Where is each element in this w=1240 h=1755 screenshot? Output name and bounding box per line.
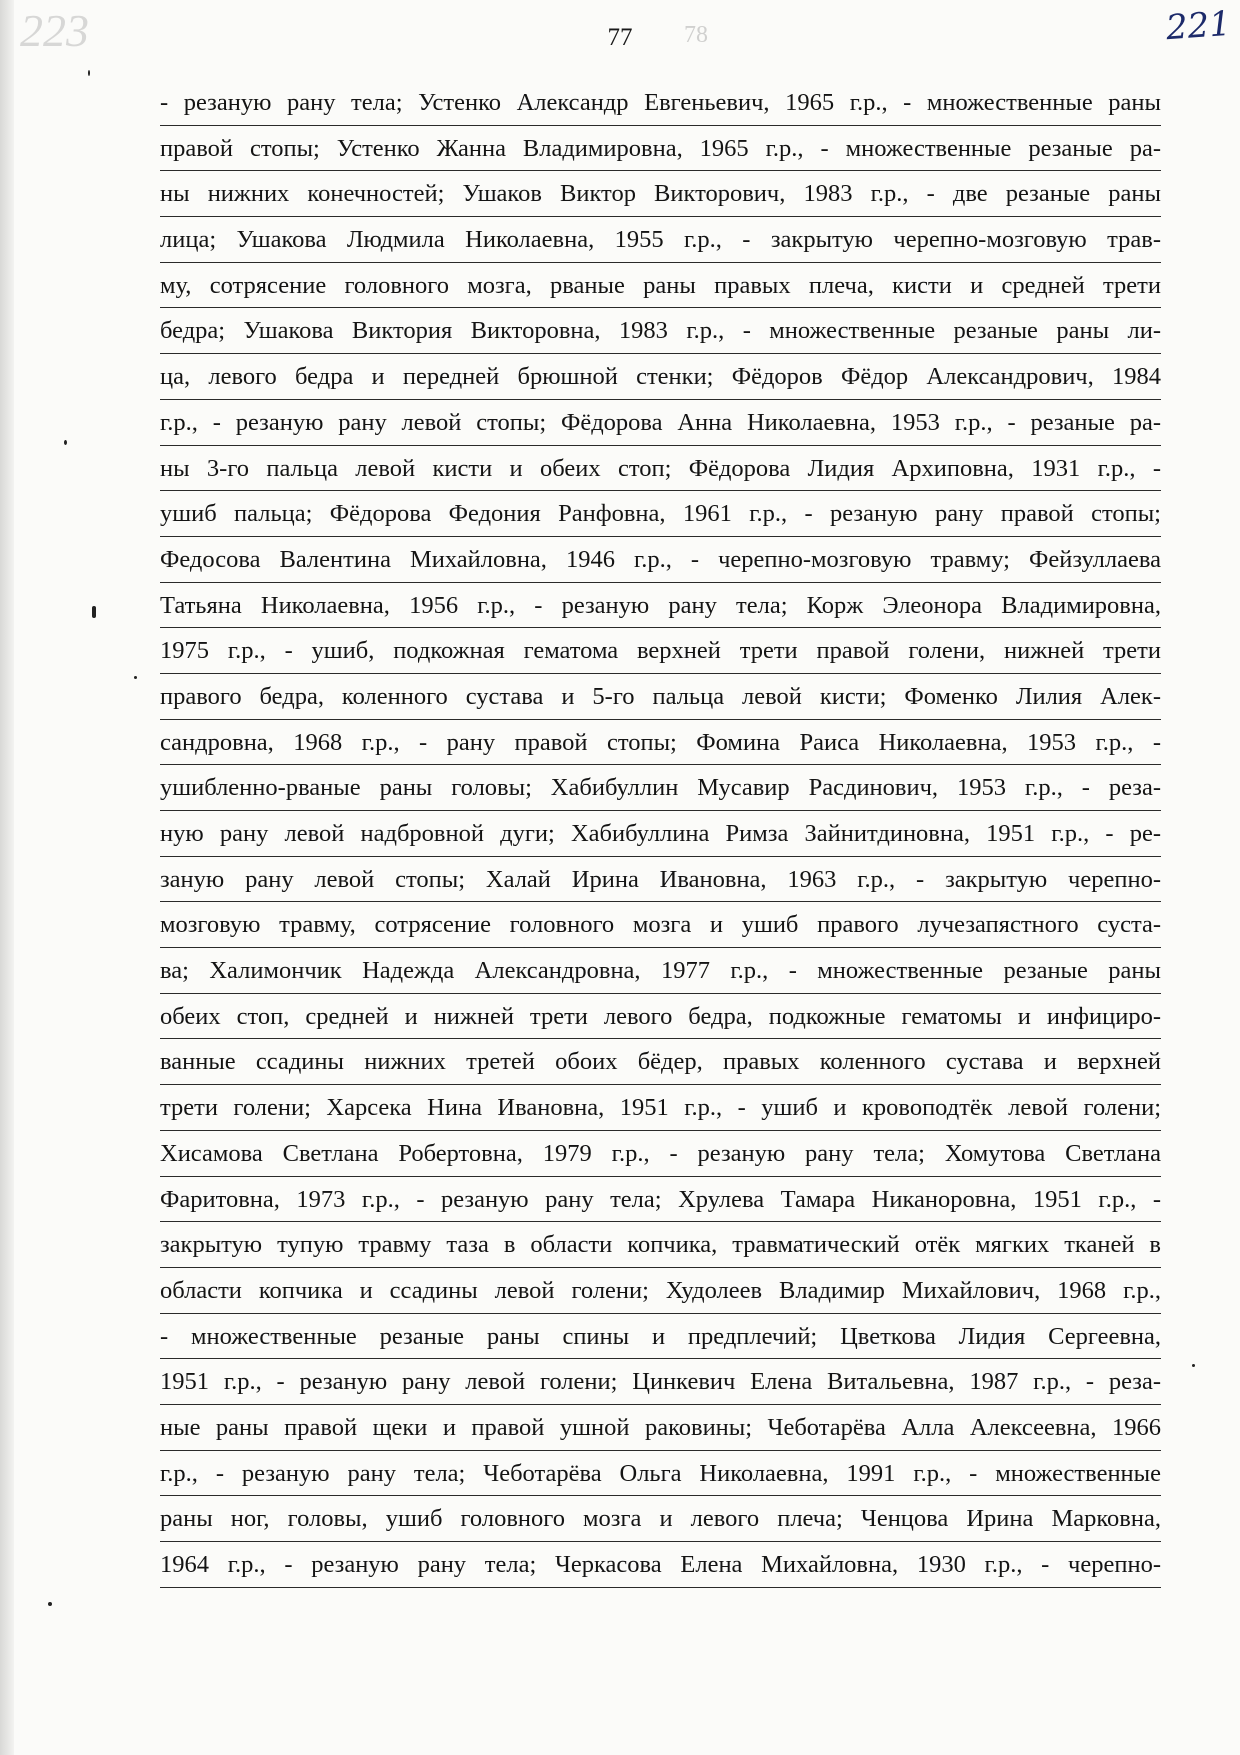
scan-edge-shadow	[0, 0, 14, 1755]
bleed-through-left	[78, 72, 170, 1632]
text-line: Фаритовна, 1973 г.р., - резаную рану тела; Хрулева Тамара Никаноровна, 1951 г.р., -	[160, 1177, 1161, 1223]
scan-speck	[48, 1602, 52, 1606]
text-line: трети голени; Харсека Нина Ивановна, 1951 г.р., - ушиб и кровоподтёк левой голени;	[160, 1085, 1161, 1131]
text-line: ва; Халимончик Надежда Александровна, 1977 г.р., - множественные резаные раны	[160, 948, 1161, 994]
text-line: г.р., - резаную рану тела; Чеботарёва Ольга Николаевна, 1991 г.р., - множественные	[160, 1451, 1161, 1497]
text-line: раны ног, головы, ушиб головного мозга и левого плеча; Ченцова Ирина Марковна,	[160, 1496, 1161, 1542]
text-line: г.р., - резаную рану левой стопы; Фёдорова Анна Николаевна, 1953 г.р., - резаные ра-	[160, 400, 1161, 446]
scan-speck	[92, 606, 96, 618]
text-line: - резаную рану тела; Устенко Александр Евгеньевич, 1965 г.р., - множественные раны	[160, 80, 1161, 126]
scan-speck	[88, 70, 90, 76]
text-line: 1951 г.р., - резаную рану левой голени; Цинкевич Елена Витальевна, 1987 г.р., - реза-	[160, 1359, 1161, 1405]
scan-speck	[64, 440, 67, 445]
text-line: ны нижних конечностей; Ушаков Виктор Викторович, 1983 г.р., - две резаные раны	[160, 171, 1161, 217]
text-line: му, сотрясение головного мозга, рваные раны правых плеча, кисти и средней трети	[160, 263, 1161, 309]
scan-speck	[134, 676, 137, 679]
handwritten-sheet-number: 221	[1164, 3, 1233, 49]
bleed-through-right	[1160, 72, 1240, 1632]
text-line: - множественные резаные раны спины и предплечий; Цветкова Лидия Сергеевна,	[160, 1314, 1161, 1360]
text-line: закрытую тупую травму таза в области копчика, травматический отёк мягких тканей в	[160, 1222, 1161, 1268]
text-line: ушиб пальца; Фёдорова Федония Ранфовна, 1961 г.р., - резаную рану правой стопы;	[160, 491, 1161, 537]
text-line: лица; Ушакова Людмила Николаевна, 1955 г.р., - закрытую черепно-мозговую трав-	[160, 217, 1161, 263]
document-body-text	[160, 80, 1161, 1588]
text-line: Хисамова Светлана Робертовна, 1979 г.р., - резаную рану тела; Хомутова Светлана	[160, 1131, 1161, 1177]
text-line: ца, левого бедра и передней брюшной стенки; Фёдоров Фёдор Александрович, 1984	[160, 354, 1161, 400]
text-line: 1975 г.р., - ушиб, подкожная гематома верхней трети правой голени, нижней трети	[160, 628, 1161, 674]
text-line: обеих стоп, средней и нижней трети левого бедра, подкожные гематомы и инфициро-	[160, 994, 1161, 1040]
scan-speck	[1192, 1364, 1195, 1367]
text-line: мозговую травму, сотрясение головного мозга и ушиб правого лучезапястного суста-	[160, 902, 1161, 948]
text-line: Федосова Валентина Михайловна, 1946 г.р., - черепно-мозговую травму; Фейзуллаева	[160, 537, 1161, 583]
text-line: ушибленно-рваные раны головы; Хабибуллин Мусавир Расдинович, 1953 г.р., - реза-	[160, 765, 1161, 811]
text-line: бедра; Ушакова Виктория Викторовна, 1983 г.р., - множественные резаные раны ли-	[160, 308, 1161, 354]
text-line: области копчика и ссадины левой голени; Худолеев Владимир Михайлович, 1968 г.р.,	[160, 1268, 1161, 1314]
bleed-through-page-number: 78	[684, 22, 708, 48]
text-line: 1964 г.р., - резаную рану тела; Черкасова Елена Михайловна, 1930 г.р., - черепно-	[160, 1542, 1161, 1588]
page-number: 77	[607, 24, 633, 51]
text-line: ные раны правой щеки и правой ушной раковины; Чеботарёва Алла Алексеевна, 1966	[160, 1405, 1161, 1451]
text-line: правой стопы; Устенко Жанна Владимировна, 1965 г.р., - множественные резаные ра-	[160, 126, 1161, 172]
text-line: сандровна, 1968 г.р., - рану правой стопы; Фомина Раиса Николаевна, 1953 г.р., -	[160, 720, 1161, 766]
text-line: правого бедра, коленного сустава и 5-го пальца левой кисти; Фоменко Лилия Алек-	[160, 674, 1161, 720]
bleed-through-corner-mark: 223	[20, 5, 89, 56]
text-line: ную рану левой надбровной дуги; Хабибуллина Римза Зайнитдиновна, 1951 г.р., - ре-	[160, 811, 1161, 857]
text-line: ванные ссадины нижних третей обоих бёдер, правых коленного сустава и верхней	[160, 1039, 1161, 1085]
text-line: Татьяна Николаевна, 1956 г.р., - резаную рану тела; Корж Элеонора Владимировна,	[160, 583, 1161, 629]
text-line: ны 3-го пальца левой кисти и обеих стоп; Фёдорова Лидия Архиповна, 1931 г.р., -	[160, 446, 1161, 492]
text-line: заную рану левой стопы; Халай Ирина Ивановна, 1963 г.р., - закрытую черепно-	[160, 857, 1161, 903]
